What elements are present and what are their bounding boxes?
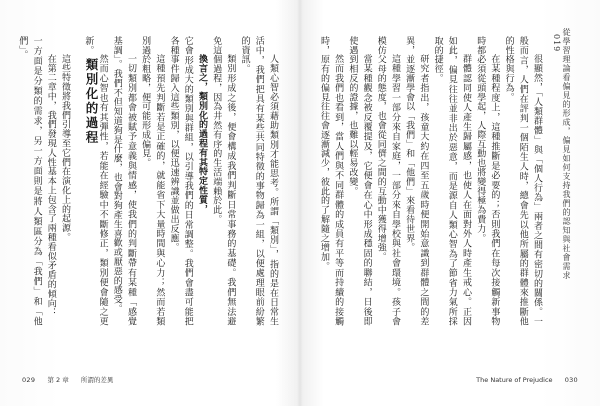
right-footer (476, 376, 578, 384)
left-intro-text (14, 36, 72, 326)
body-paragraph: 研究者指出，孩童大約在四至五歲時便開始意識到群體之間的差異，並逐漸學會以「我們」和「他們」來看待世界。 (404, 36, 429, 326)
running-page-number: 019 (552, 34, 561, 53)
left-footer (22, 375, 113, 384)
running-title: 從學習理論看偏見的形成，偏見如何支持我們的認知與社會需求 (562, 28, 571, 280)
chapter-title: 所謂的差異 (80, 376, 114, 384)
body-paragraph: 一切類別都會被賦予意義與情感，使我們的判斷帶有某種「感覺基調」。我們不但知道狗是什麼，也會對狗產生喜歡或厭惡的感受。 (111, 36, 136, 326)
left-page-number: 029 (22, 376, 36, 384)
body-paragraph: 在某種程度上，這種推斷是必要的；否則我們在每次接觸新事物時都必須從頭學起，人際互動也將變得極為費力。 (475, 36, 500, 326)
right-page-number: 030 (564, 376, 578, 384)
body-paragraph: 然而心智也有其彈性，若能在經驗中不斷修正，類別便會隨之更新。 (83, 36, 108, 326)
left-intro-paragraph: 一方面是分類的需求，另一方面則是將人類區分為「我們」和「他們」。 (17, 36, 42, 326)
section-heading: 類別化的過程 (84, 58, 99, 145)
body-paragraph: 這種預先判斷若是正確的，就能省下大量時間與心力；然而若類別過於粗略，便可能形成偏見。 (140, 36, 165, 326)
book-title: The Nature of Prejudice (476, 376, 553, 384)
right-page (300, 0, 600, 406)
body-paragraph: 類別形成之後，便會構成我們判斷日常事務的基礎。我們無法避免這個過程，因為井然有序的生活端賴於此。 (211, 36, 236, 326)
body-paragraph: 人類心智必須藉助類別才能思考。所謂「類別」，指的是在日常生活中，我們把具有某些共同特徵的事物歸為一組，以便處理眼前紛繁的資訊。 (239, 36, 278, 326)
left-intro-paragraph: 在第二章中，我們發現人性基本上包含了兩種看似矛盾的傾向： (45, 54, 56, 318)
left-body-text (83, 36, 280, 326)
body-paragraph: 很顯然，「人類群體」與「個人行為」兩者之間有密切的關係。一般而言，人們在評判一個陌生人時，總會先以他所屬的群體來推斷他的性格與行為。 (503, 36, 542, 326)
chapter-label: 第 2 章 (47, 376, 69, 384)
right-body-text (318, 36, 544, 326)
body-paragraph: 它會形成大的類別與群組，以引導我們的日常調整。我們會盡可能把各種事件歸入這些類別，以便迅速辨識並做出反應。 (168, 36, 193, 326)
left-intro-paragraph: 這些特徵將我們引導至它們在演化上的起源。 (60, 54, 70, 242)
body-paragraph: 當某種觀念被反覆提及，它便會在心中形成穩固的聯結，日後即使遇到相反的證據，也難以輕易改變。 (347, 36, 372, 326)
body-paragraph: 這種學習一部分來自家庭，一部分來自學校與社會環境。孩子會模仿父母的態度，也會從同儕之間的互動中獲得增強。 (375, 36, 400, 326)
body-paragraph: 然而我們也看到，當人們與不同群體的成員有平等而持續的接觸時，原有的偏見往往會逐漸減少，彼此的了解隨之增加。 (318, 36, 344, 326)
body-paragraph: 群體認同使人產生歸屬感，也使人在面對外人時產生戒心。正因如此，偏見往往並非出於惡意，而是源自人類心智為了節省力氣所採取的捷徑。 (432, 36, 471, 326)
running-head (552, 28, 572, 280)
emphasis-paragraph: 換言之，類別化的過程有其特定性質， (196, 54, 207, 214)
